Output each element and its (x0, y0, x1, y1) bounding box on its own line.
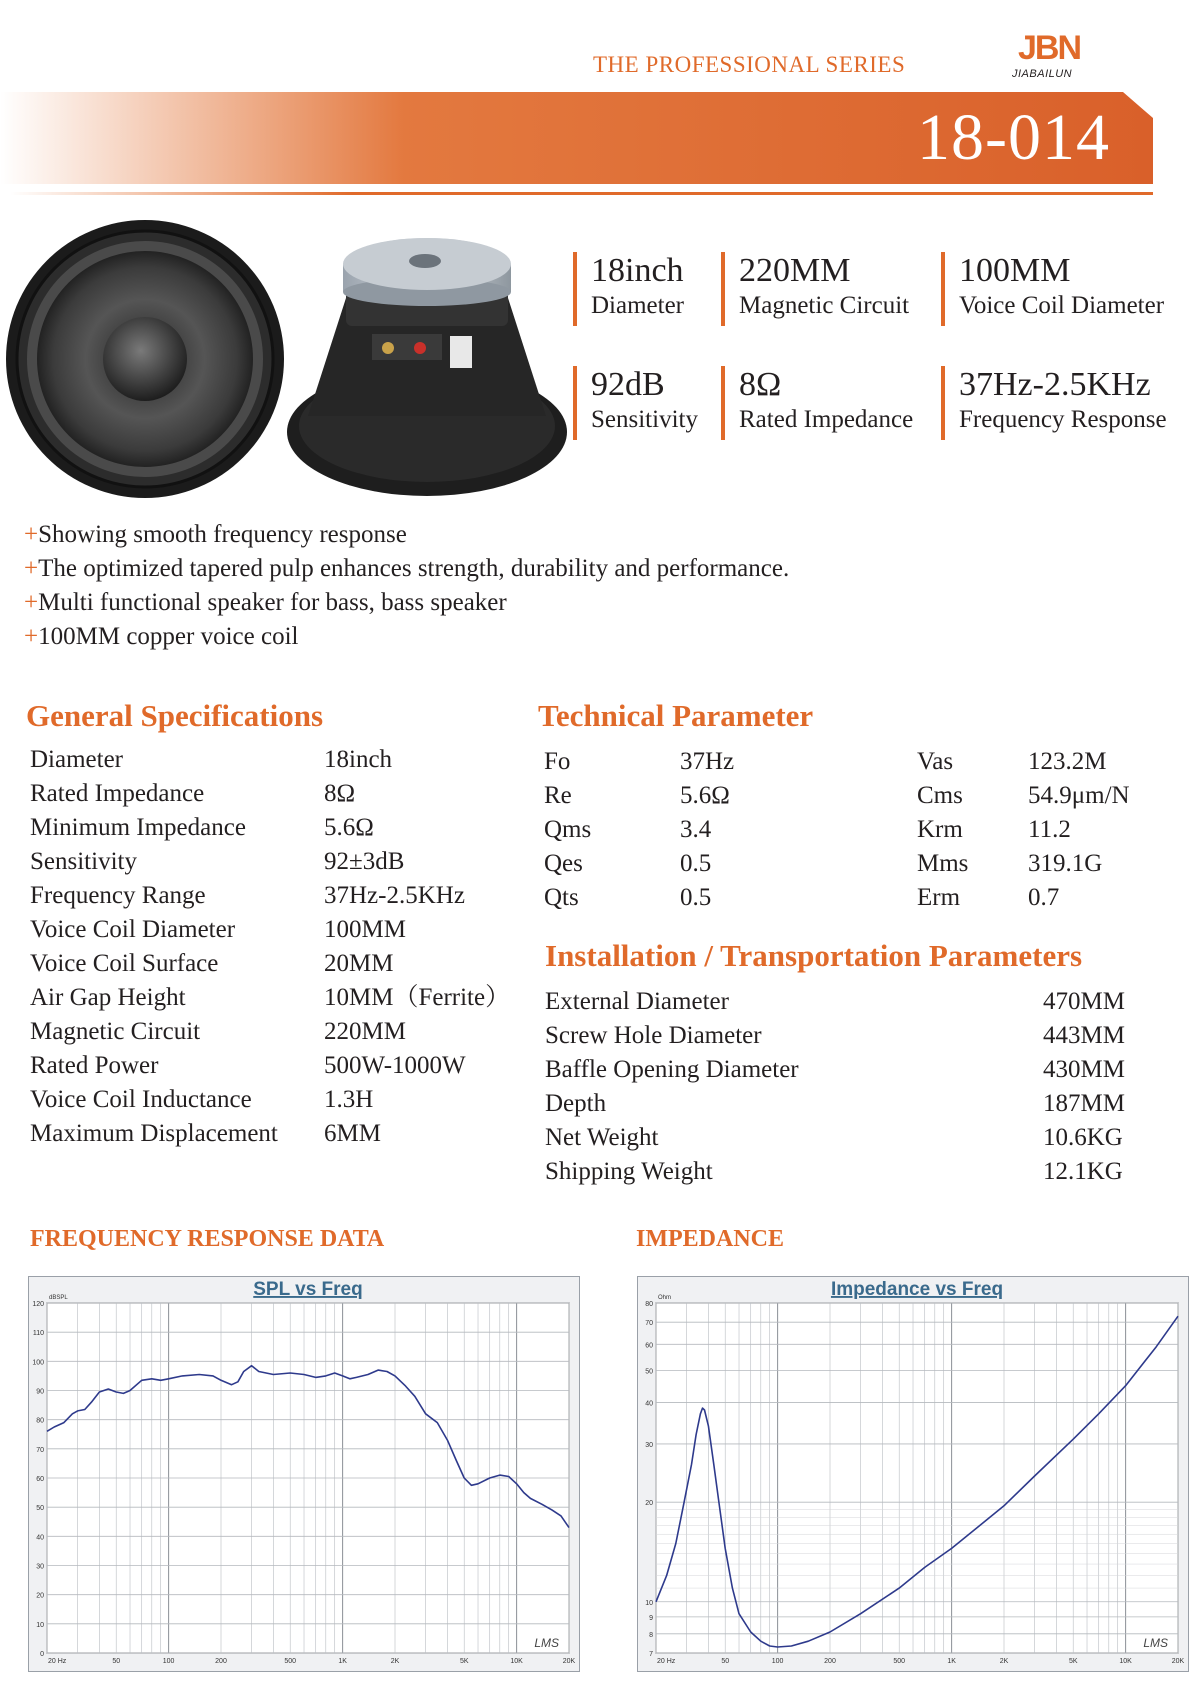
header-divider (10, 192, 1153, 195)
impedance-chart-svg (638, 1277, 1188, 1671)
plus-icon: + (24, 555, 39, 582)
y-tick-label: 50 (645, 1368, 653, 1376)
x-tick-label: 20K (1171, 1658, 1185, 1665)
y-tick-label: 50 (36, 1505, 44, 1513)
y-tick-label: 20 (645, 1500, 653, 1508)
x-tick-label: 50 (112, 1658, 121, 1665)
x-tick-label: 20 Hz (48, 1658, 67, 1665)
x-tick-label: 100 (771, 1658, 784, 1665)
y-tick-label: 10 (36, 1621, 44, 1629)
spl-chart (28, 1276, 580, 1672)
y-tick-label: 100 (32, 1359, 44, 1367)
key-spec-value: 220MM (739, 252, 851, 289)
x-tick-label: 5K (1068, 1658, 1078, 1665)
x-tick-label: 2K (999, 1658, 1009, 1665)
y-tick-label: 20 (36, 1592, 44, 1600)
key-spec-diameter (573, 252, 684, 326)
key-spec-label: Rated Impedance (739, 406, 914, 433)
brand-mark: JBN (1018, 29, 1081, 67)
key-spec-sensitivity (573, 366, 698, 440)
brand-name: JIABAILUN (1012, 68, 1073, 80)
key-spec-label: Diameter (591, 292, 685, 319)
general-specs-title: General Specifications (26, 698, 324, 733)
y-tick-label: 80 (36, 1417, 44, 1425)
y-axis-label: Ohm (658, 1295, 672, 1301)
brand-logo (1010, 30, 1110, 82)
y-tick-label: 90 (36, 1388, 44, 1396)
key-spec-value: 37Hz-2.5KHz (959, 366, 1151, 403)
feature-item: +Multi functional speaker for bass, bass speaker (24, 589, 507, 616)
key-spec-label: Frequency Response (959, 406, 1167, 433)
x-tick-label: 200 (215, 1658, 227, 1665)
y-tick-label: 30 (645, 1441, 653, 1449)
x-tick-label: 500 (893, 1658, 906, 1665)
y-tick-label: 60 (36, 1476, 44, 1483)
y-axis-label: dBSPL (49, 1295, 68, 1301)
y-tick-label: 30 (36, 1563, 44, 1571)
chart-title: SPL vs Freq (253, 1279, 363, 1300)
y-tick-label: 110 (32, 1330, 44, 1338)
key-spec-value: 92dB (591, 366, 665, 403)
y-tick-label: 80 (645, 1301, 653, 1308)
key-spec-value: 8Ω (739, 366, 782, 403)
x-tick-label: 20 Hz (657, 1658, 676, 1665)
series-title: THE PROFESSIONAL SERIES (593, 52, 906, 77)
x-tick-label: 20K (562, 1658, 576, 1665)
x-tick-label: 1K (338, 1658, 347, 1665)
x-tick-label: 500 (284, 1658, 297, 1665)
feature-item: +The optimized tapered pulp enhances strength, durability and performance. (24, 555, 790, 582)
y-tick-label: 40 (36, 1534, 44, 1542)
x-tick-label: 10K (1119, 1658, 1132, 1665)
installation-title: Installation / Transportation Parameters (545, 938, 1083, 973)
key-spec-frequency-response (941, 366, 1167, 440)
technical-parameter-title: Technical Parameter (538, 698, 814, 733)
plus-icon: + (24, 589, 39, 616)
x-tick-label: 1K (947, 1658, 956, 1665)
y-tick-label: 40 (645, 1400, 653, 1408)
x-tick-label: 200 (824, 1658, 836, 1665)
model-number: 18-014 (917, 101, 1110, 174)
key-spec-value: 100MM (959, 252, 1071, 289)
impedance-heading: IMPEDANCE (636, 1226, 784, 1252)
y-tick-label: 70 (645, 1320, 653, 1328)
y-tick-label: 9 (649, 1614, 653, 1622)
x-tick-label: 50 (721, 1658, 730, 1665)
frequency-response-heading: FREQUENCY RESPONSE DATA (30, 1226, 385, 1252)
key-spec-label: Sensitivity (591, 406, 698, 433)
speaker-front-image (4, 218, 286, 500)
y-tick-label: 7 (649, 1651, 653, 1658)
y-tick-label: 10 (645, 1599, 653, 1607)
plot-area (656, 1303, 1178, 1653)
y-tick-label: 8 (649, 1631, 653, 1639)
key-spec-label: Magnetic Circuit (739, 292, 910, 319)
x-tick-label: 5K (459, 1658, 469, 1665)
feature-item: +Showing smooth frequency response (24, 521, 407, 548)
y-tick-label: 60 (645, 1342, 653, 1350)
spl-chart-svg (29, 1277, 579, 1671)
lms-watermark: LMS (534, 1636, 559, 1650)
lms-watermark: LMS (1143, 1636, 1168, 1650)
feature-item: +100MM copper voice coil (24, 623, 299, 650)
impedance-chart (637, 1276, 1189, 1672)
x-tick-label: 10K (510, 1658, 523, 1665)
feature-list (24, 518, 789, 654)
chart-title: Impedance vs Freq (830, 1279, 1004, 1300)
x-tick-label: 2K (390, 1658, 400, 1665)
key-spec-value: 18inch (591, 252, 684, 289)
key-spec-voice-coil-diameter (941, 252, 1164, 326)
key-spec-rated-impedance (721, 366, 913, 440)
y-tick-label: 70 (36, 1446, 44, 1454)
y-tick-label: 0 (40, 1651, 44, 1658)
speaker-back-image (284, 236, 570, 498)
key-spec-label: Voice Coil Diameter (959, 292, 1165, 319)
plus-icon: + (24, 521, 39, 548)
plus-icon: + (24, 623, 39, 650)
x-tick-label: 100 (162, 1658, 175, 1665)
y-tick-label: 120 (32, 1301, 44, 1308)
key-spec-magnetic-circuit (721, 252, 909, 326)
